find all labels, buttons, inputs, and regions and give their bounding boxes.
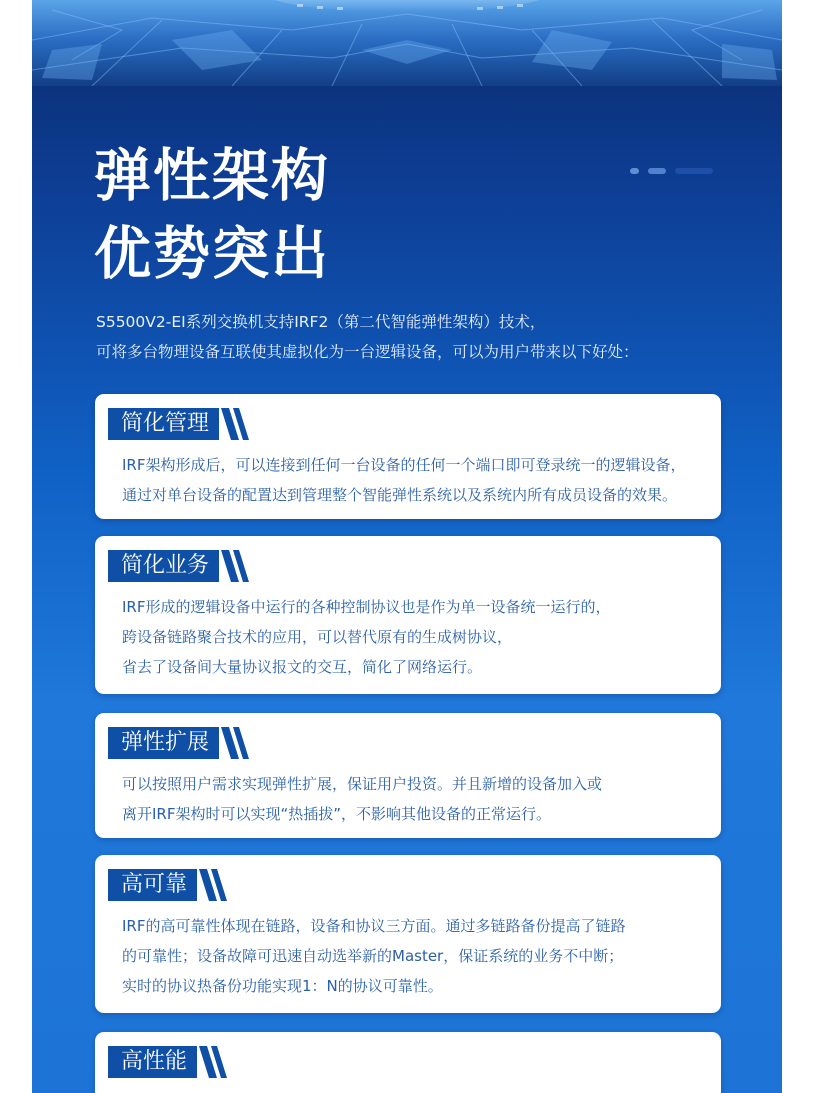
card-body	[122, 450, 716, 510]
card-heading: 高性能	[108, 1046, 197, 1078]
circuit-pattern-graphic	[32, 0, 782, 86]
feature-panel	[32, 0, 782, 1093]
indicator-dot	[648, 168, 666, 174]
card-heading: 高可靠	[108, 869, 197, 901]
intro-line: S5500V2-EI系列交换机支持IRF2（第二代智能弹性架构）技术，	[96, 313, 546, 331]
feature-card-simplified-business	[95, 536, 721, 694]
indicator-dot	[630, 168, 639, 174]
card-body	[122, 769, 716, 829]
hero-banner-image	[32, 0, 782, 86]
card-heading: 简化管理	[108, 408, 219, 440]
card-line: IRF架构形成后，可以连接到任何一台设备的任何一个端口即可登录统一的逻辑设备，	[122, 456, 686, 474]
slash-decoration-icon	[219, 550, 249, 582]
card-line: IRF的高可靠性体现在链路，设备和协议三方面。通过多链路备份提高了链路	[122, 917, 626, 935]
feature-card-elastic-expansion	[95, 713, 721, 838]
card-line: 通过对单台设备的配置达到管理整个智能弹性系统以及系统内所有成员设备的效果。	[122, 486, 678, 504]
page-title-line-2: 优势突出	[94, 221, 330, 287]
card-line: 实时的协议热备份功能实现1：N的协议可靠性。	[122, 977, 443, 995]
card-line: 的可靠性；设备故障可迅速自动选举新的Master，保证系统的业务不中断；	[122, 947, 624, 965]
slash-decoration-icon	[219, 408, 249, 440]
card-heading-tag	[108, 408, 249, 440]
card-heading-tag	[108, 869, 227, 901]
card-line: IRF形成的逻辑设备中运行的各种控制协议也是作为单一设备统一运行的，	[122, 598, 611, 616]
card-heading: 简化业务	[108, 550, 219, 582]
card-line: 可以按照用户需求实现弹性扩展，保证用户投资。并且新增的设备加入或	[122, 775, 603, 793]
card-body	[122, 592, 716, 682]
page-title-line-1: 弹性架构	[94, 143, 330, 209]
card-heading-tag	[108, 550, 249, 582]
slash-decoration-icon	[197, 869, 227, 901]
intro-line: 可将多台物理设备互联使其虚拟化为一台逻辑设备，可以为用户带来以下好处：	[96, 343, 639, 361]
slash-decoration-icon	[197, 1046, 227, 1078]
card-heading-tag	[108, 727, 249, 759]
card-line: 跨设备链路聚合技术的应用，可以替代原有的生成树协议，	[122, 628, 513, 646]
feature-card-high-reliability	[95, 855, 721, 1013]
feature-card-simplified-management	[95, 394, 721, 519]
slash-decoration-icon	[219, 727, 249, 759]
feature-card-high-performance	[95, 1032, 721, 1093]
card-line: 省去了设备间大量协议报文的交互，简化了网络运行。	[122, 658, 483, 676]
intro-paragraph	[96, 307, 746, 367]
card-body	[122, 911, 716, 1001]
card-heading-tag	[108, 1046, 227, 1078]
indicator-dot-active	[675, 168, 713, 174]
card-line: 离开IRF架构时可以实现“热插拔”，不影响其他设备的正常运行。	[122, 805, 552, 823]
card-heading: 弹性扩展	[108, 727, 219, 759]
